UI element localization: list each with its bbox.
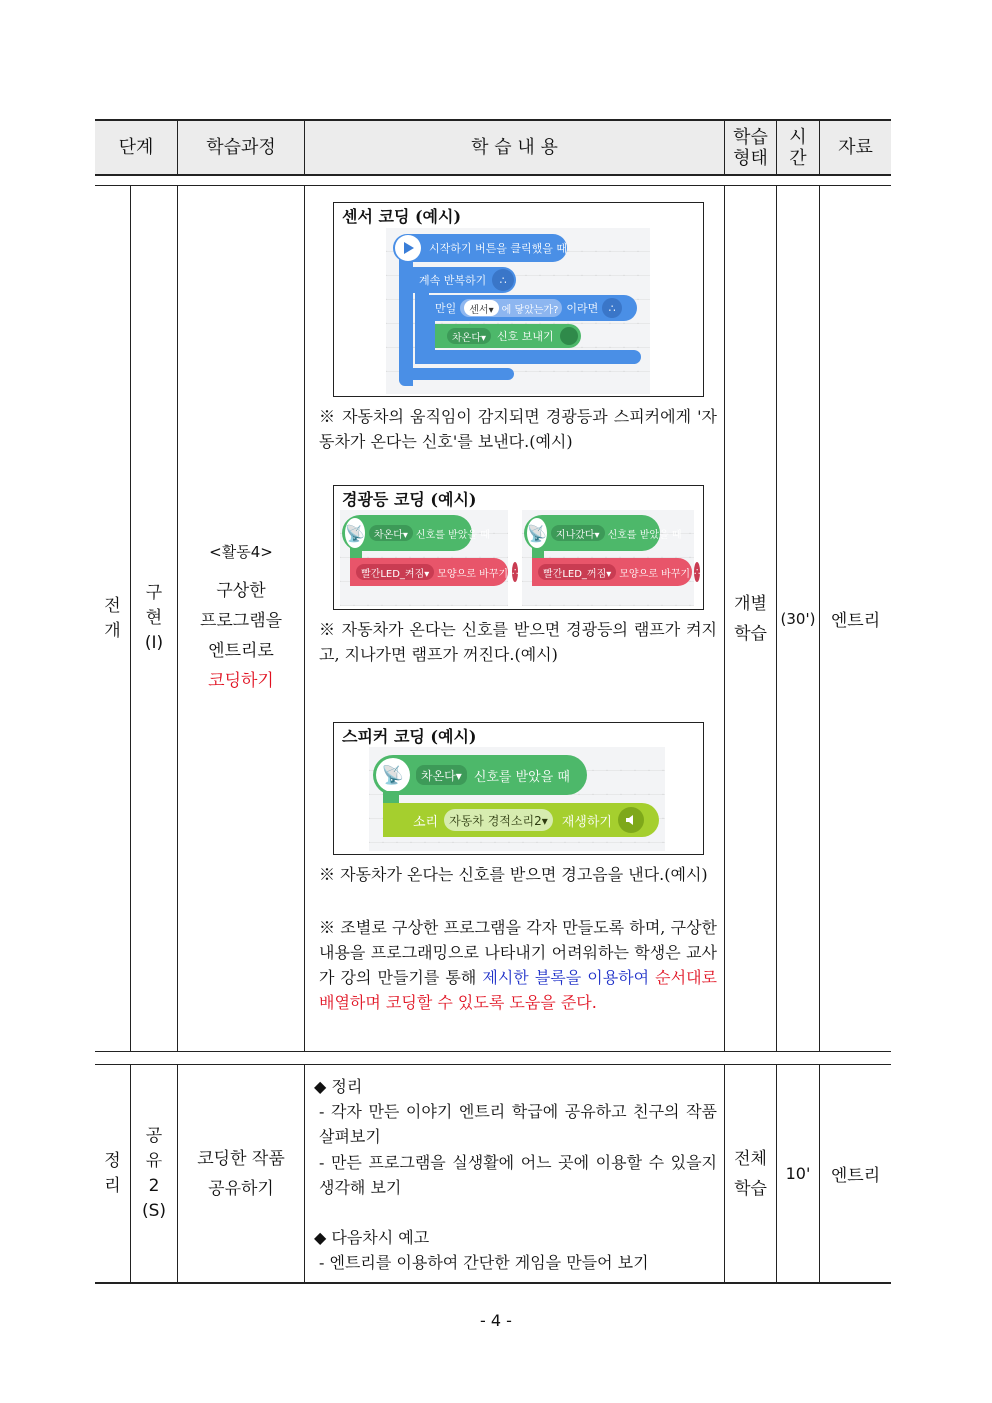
next-head: ◆ 다음차시 예고 [314,1228,430,1247]
row1-form: 개별 학습 [734,593,767,644]
block-start [393,234,567,262]
play-icon [395,235,421,261]
header-content: 학 습 내 용 [471,137,558,158]
light-note: ※ 자동차가 온다는 신호를 받으면 경광등의 램프가 켜지고, 지나가면 램프가 꺼진다.(예시) [319,620,717,664]
left-signal-dropdown: 차온다▾ [369,525,413,541]
summary-item-2: - 만든 프로그램을 실생활에 어느 곳에 이용할 수 있을지 생각해 보기 [319,1153,717,1197]
light-coding-box [333,485,704,610]
shape-icon-right: ∴ [694,562,700,582]
row2-process: 코딩한 작품 공유하기 [197,1148,285,1199]
header-stage: 단계 [118,137,154,158]
sensor-dropdown: 센서▾ [464,300,498,316]
header-material: 자료 [838,137,873,158]
speaker-note: ※ 자동차가 온다는 신호를 받으면 경고음을 낸다.(예시) [319,865,708,884]
row2-stage: 정 리 [104,1150,121,1196]
block-loop-label: 계속 반복하기 [419,274,487,287]
sensor-coding-box [333,202,704,397]
right-shape-dropdown: 빨간LED_꺼짐▾ [538,564,616,580]
row1-process [178,186,304,1051]
block-if-mid: 에 닿았는가? [501,304,559,316]
vrule [304,1065,305,1282]
rule-bottom [95,1282,891,1284]
page-number: - 4 - [480,1311,512,1330]
signal-dropdown: 차온다▾ [447,328,491,344]
process-line-3: 엔트리로 [208,641,274,661]
block-play-sound [383,803,659,837]
next-item-1: - 엔트리를 이용하여 간단한 게임을 만들어 보기 [319,1253,649,1272]
block-send-signal [435,324,581,348]
row1-stage: 전 개 [104,595,121,641]
satellite-icon: 📡 [376,758,410,792]
sound-suffix: 재생하기 [561,814,612,830]
block-receive-speaker [373,755,587,795]
process-line-2: 프로그램을 [199,611,283,631]
block-loop [399,267,516,293]
activity-tag: <활동4> [209,543,273,561]
sensor-note: ※ 자동차의 움직임이 감지되면 경광등과 스피커에게 '자동차가 온다는 신호'를 보낸다.(예시) [319,407,717,451]
process-line-1: 구상한 [216,581,266,601]
block-shape-left [350,558,519,586]
speaker-icon [618,807,644,833]
left-shape-text: 모양으로 바꾸기 [437,568,509,580]
final-note-part1: ※ 조별로 구상한 프로그램을 각자 만들도록 하며, 구상한 내용을 프로그래밍으로 나타내기 어려워하는 학생은 교사가 강의 만들기를 통해 [319,918,717,987]
summary-head: ◆ 정리 [314,1077,363,1096]
header-time: 시 간 [789,126,807,169]
speaker-signal-dropdown: 차온다▾ [416,765,467,785]
left-shape-dropdown: 빨간LED_켜짐▾ [356,564,434,580]
if-icon: ∴ [602,298,622,318]
left-signal-text: 신호를 받았을 때 [415,529,490,541]
signal-icon [560,327,578,345]
block-start-label: 시작하기 버튼을 클릭했을 때 [428,242,567,255]
sound-dropdown: 자동차 경적소리2▾ [444,809,553,831]
row2-material: 엔트리 [830,1166,881,1186]
row2-time: 10' [785,1164,811,1183]
light-code-image-left [340,510,519,606]
speaker-coding-box [333,722,704,855]
block-receive-right [524,515,682,551]
block-receive-left [342,515,490,551]
rule-row1-bottom [95,1051,891,1052]
shape-icon-left: ∴ [512,562,518,582]
light-code-image-right [522,510,701,606]
loop-icon: ∴ [492,269,514,291]
final-note-blue: 제시한 블록을 이용하여 [482,968,650,987]
speaker-signal-text: 신호를 받았을 때 [473,769,570,785]
final-note [319,915,717,1015]
right-signal-dropdown: 지나갔다▾ [551,525,605,541]
right-signal-text: 신호를 받았을 때 [607,529,682,541]
header-process: 학습과정 [206,137,276,158]
sensor-coding-title: 센서 코딩 (예시) [342,207,462,226]
row1-material: 엔트리 [830,611,881,631]
satellite-icon: 📡 [345,518,365,548]
sensor-code-image [386,228,650,394]
row1-substage: 구 현 (Ⅰ) [144,583,164,653]
row1-time: (30') [780,609,816,628]
row2-form: 전체 학습 [734,1148,767,1199]
block-signal-text: 신호 보내기 [497,330,554,343]
speaker-coding-title: 스피커 코딩 (예시) [342,727,477,746]
right-shape-text: 모양으로 바꾸기 [619,568,691,580]
header-form: 학습 형태 [733,126,768,169]
block-if [423,295,637,321]
row2-substage: 공 유 2 (S) [141,1125,167,1221]
block-if-suffix: 이라면 [566,302,599,315]
light-coding-title: 경광등 코딩 (예시) [342,490,477,509]
summary-item-1: - 각자 만든 이야기 엔트리 학급에 공유하고 친구의 작품 살펴보기 [319,1102,717,1146]
sound-prefix: 소리 [413,814,439,830]
satellite-icon: 📡 [527,518,547,548]
vrule [304,186,305,1051]
block-if-prefix: 만일 [435,302,457,315]
block-shape-right [532,558,701,586]
speaker-code-image [369,747,665,851]
process-line-red: 코딩하기 [208,671,274,691]
final-note-red: 순서대로 배열하며 코딩할 수 있도록 도움을 준다. [319,968,717,1012]
